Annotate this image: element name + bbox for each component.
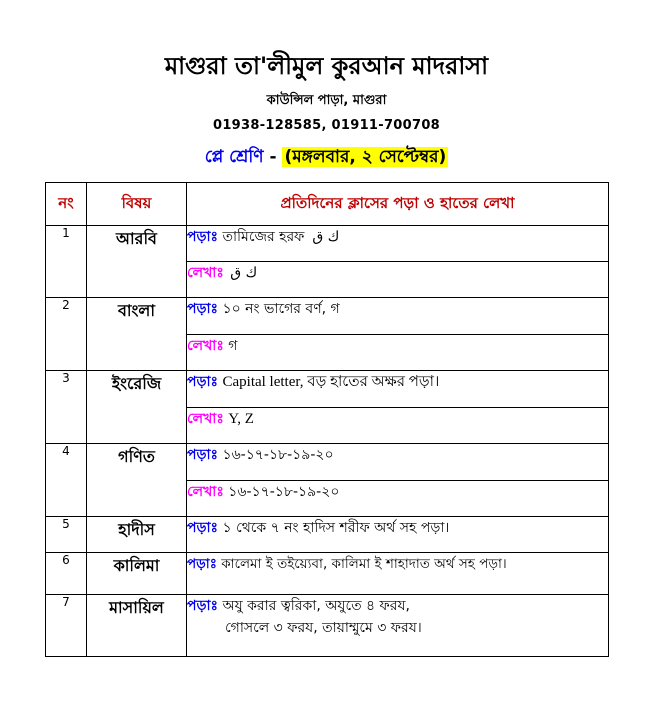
row-subject: গণিত (87, 444, 187, 517)
table-row (46, 517, 609, 553)
row-subject: আরবি (87, 226, 187, 298)
table-row (46, 298, 609, 335)
read-label: পড়াঃ (187, 520, 219, 536)
read-text: অযু করার ত্বরিকা, অযুতে ৪ ফরয, (222, 598, 411, 614)
read-label: পড়াঃ (187, 447, 219, 463)
class-date: (মঙ্গলবার, ২ সেপ্টেম্বর) (284, 147, 447, 167)
write-label: লেখাঃ (187, 338, 224, 354)
write-text: গ (228, 338, 238, 354)
write-label: লেখাঃ (187, 484, 224, 500)
read-label: পড়াঃ (187, 301, 219, 317)
write-text: Y, Z (228, 411, 254, 427)
read-text: ১ থেকে ৭ নং হাদিস শরীফ অর্থ সহ পড়া। (222, 520, 450, 536)
header-no: নং (46, 183, 87, 226)
class-heading (0, 143, 653, 171)
write-cell (187, 335, 609, 371)
table-row (46, 226, 609, 262)
read-text: Capital letter, বড় হাতের অক্ষর পড়া। (222, 374, 440, 390)
row-number: 7 (46, 595, 87, 657)
write-text: ك ق (230, 265, 258, 281)
row-subject: মাসায়িল (87, 595, 187, 657)
write-label: লেখাঃ (187, 411, 224, 427)
read-text: তামিজের হরফ (222, 229, 305, 245)
read-text: ১৬-১৭-১৮-১৯-২০ (222, 447, 334, 463)
routine-table (45, 182, 609, 657)
row-number: 5 (46, 517, 87, 553)
madrasa-title: মাগুরা তা'লীমুল কুরআন মাদরাসা (164, 52, 489, 80)
row-number: 1 (46, 226, 87, 298)
read-cell (187, 226, 609, 262)
table-row (46, 595, 609, 657)
read-cell (187, 298, 609, 335)
write-cell (187, 262, 609, 298)
read-text-continued: গোসলে ৩ ফরয, তায়াম্মুমে ৩ ফরয। (225, 620, 422, 636)
read-text: কালেমা ই তইয়্যেবা, কালিমা ই শাহাদাত অর্থ সহ পড়া। (221, 556, 507, 572)
header-subject: বিষয় (87, 183, 187, 226)
write-label: লেখাঃ (187, 265, 224, 281)
read-label: পড়াঃ (187, 556, 217, 572)
read-cell (187, 444, 609, 481)
read-cell (187, 595, 609, 657)
write-cell (187, 408, 609, 444)
read-cell (187, 371, 609, 408)
row-number: 6 (46, 553, 87, 595)
write-cell (187, 481, 609, 517)
table-row (46, 371, 609, 408)
row-subject: বাংলা (87, 298, 187, 371)
read-arabic-letters: ك ق (312, 229, 340, 245)
read-label: পড়াঃ (187, 229, 219, 245)
write-text: ১৬-১৭-১৮-১৯-২০ (228, 484, 340, 500)
read-label: পড়াঃ (187, 374, 219, 390)
row-subject: কালিমা (87, 553, 187, 595)
class-name: প্লে শ্রেণি (204, 147, 264, 167)
row-number: 3 (46, 371, 87, 444)
row-subject: হাদীস (87, 517, 187, 553)
table-row (46, 444, 609, 481)
table-row (46, 553, 609, 595)
row-number: 2 (46, 298, 87, 371)
header-detail: প্রতিদিনের ক্লাসের পড়া ও হাতের লেখা (187, 183, 609, 226)
phone-numbers: 01938-128585, 01911-700708 (212, 118, 441, 133)
table-header-row (46, 183, 609, 226)
row-number: 4 (46, 444, 87, 517)
read-cell (187, 553, 609, 595)
read-cell (187, 517, 609, 553)
class-separator: - (263, 147, 283, 167)
row-subject: ইংরেজি (87, 371, 187, 444)
read-text: ১০ নং ভাগের বর্ণ, গ (222, 301, 340, 317)
madrasa-address: কাউন্সিল পাড়া, মাগুরা (266, 93, 387, 108)
read-label: পড়াঃ (187, 598, 219, 614)
